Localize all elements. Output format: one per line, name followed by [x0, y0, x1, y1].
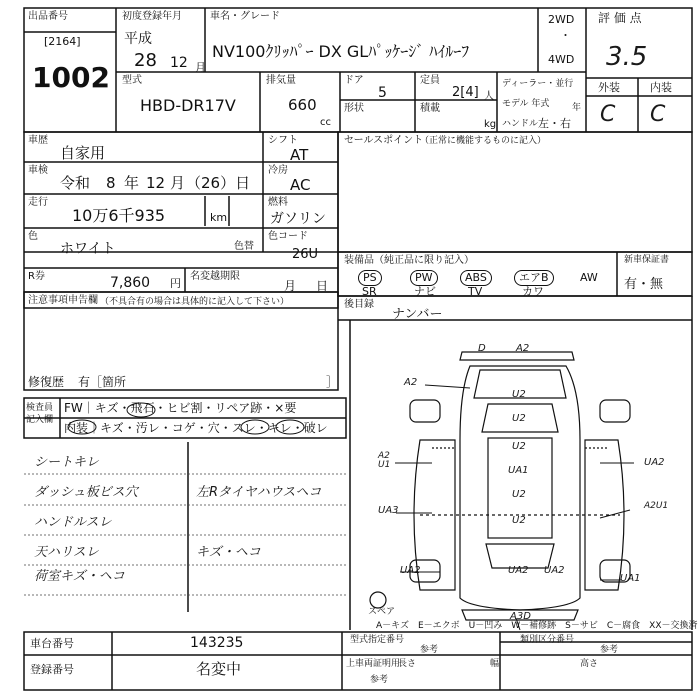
- equip-ps: PS: [358, 270, 382, 286]
- diag-label: UA2: [400, 565, 421, 576]
- ac: AC: [290, 176, 311, 194]
- repair-label: 修復歴: [28, 375, 65, 389]
- inspection-year-kanji: 年: [124, 174, 140, 192]
- color-code-label: 色コード: [268, 231, 308, 242]
- kg-unit: kg: [484, 119, 497, 130]
- footer-ref3: 参考: [370, 675, 389, 685]
- diag-label: A3D: [510, 611, 531, 622]
- diag-label: UA2: [544, 565, 565, 576]
- color-code: 26U: [292, 247, 319, 262]
- repair-close: ］: [326, 375, 339, 389]
- car-diagram: [370, 352, 630, 620]
- cc-unit: cc: [320, 117, 331, 128]
- equip-pw: PW: [410, 270, 438, 286]
- diag-label: A2 U1: [378, 451, 391, 470]
- drive-dot: ・: [560, 29, 571, 42]
- handle-label: ハンドル: [502, 119, 539, 129]
- footer-ref2: 参考: [600, 645, 619, 655]
- fuel-label: 燃料: [268, 197, 288, 208]
- inspection-month: 12: [146, 174, 166, 192]
- displacement-label: 排気量: [266, 75, 296, 86]
- name-change-month: 月: [284, 279, 297, 293]
- sales-point-sub: （正常に機能するものに記入）: [420, 136, 547, 146]
- chassis-label: 車台番号: [30, 637, 74, 650]
- remark-3: ハンドルスレ: [34, 515, 112, 530]
- diag-label: UA1: [508, 465, 529, 476]
- fuel: ガソリン: [270, 211, 326, 227]
- lot-label: 出品番号: [28, 11, 68, 22]
- remark-right-1: 左Rタイヤハウスヘコ: [196, 485, 322, 500]
- inspection-year: 8: [106, 174, 116, 192]
- era: 平成: [124, 31, 152, 47]
- diag-label: A2: [404, 377, 418, 388]
- inspector-label: 検査員 記入欄: [26, 403, 54, 425]
- first-reg-month-unit: 月: [195, 61, 206, 74]
- name-grade-label: 車名・グレード: [210, 11, 280, 22]
- int-items: 内装｜キズ・汚レ・コゲ・穴・スレ・キレ・破レ: [64, 421, 328, 435]
- repair: 有［箇所: [78, 375, 127, 389]
- model: HBD-DR17V: [140, 96, 236, 115]
- doors-label: ドア: [344, 75, 364, 86]
- shape-label: 形状: [344, 103, 364, 114]
- name-change-day: 日: [316, 279, 329, 293]
- equip-leather: カワ: [522, 285, 544, 298]
- mileage-label: 走行: [28, 197, 48, 208]
- spare-label: スペア: [368, 607, 396, 617]
- footer-ref1: 参考: [420, 645, 439, 655]
- footer-cert: 上車両証明用: [346, 659, 401, 669]
- score: 3.5: [606, 42, 648, 72]
- name-change-label: 名変越期限: [190, 271, 240, 282]
- equip-abs: ABS: [460, 270, 492, 286]
- equipment-label: 装備品（純正品に限り記入）: [344, 255, 474, 266]
- model-year-label: モデル 年式: [502, 99, 550, 109]
- footer-width: 幅: [490, 659, 500, 669]
- diag-label: U2: [512, 515, 526, 526]
- diag-label: U2: [512, 413, 526, 424]
- diag-label: U2: [512, 389, 526, 400]
- lot-number: 1002: [32, 61, 110, 94]
- score-label: 評 価 点: [598, 11, 642, 25]
- equip-sr: SR: [362, 285, 377, 298]
- ac-label: 冷房: [268, 165, 288, 176]
- diag-label: UA1: [620, 573, 641, 584]
- remark-1: シートキレ: [34, 455, 99, 470]
- interior-label: 内装: [650, 81, 672, 94]
- color-label: 色: [28, 231, 38, 242]
- equip-tv: TV: [468, 285, 483, 298]
- yen-unit: 円: [170, 277, 181, 290]
- inspection-era: 令和: [60, 174, 91, 192]
- handle: 左・右: [538, 117, 571, 130]
- diag-label: UA2: [508, 565, 529, 576]
- recycle-label: R券: [28, 271, 45, 282]
- color: ホワイト: [60, 241, 116, 257]
- capacity: 2[4]: [452, 85, 479, 100]
- first-reg-label: 初度登録年月: [122, 11, 182, 22]
- sales-point-label: セールスポイント: [344, 135, 424, 146]
- remark-2: ダッシュ板ビス穴: [34, 485, 138, 500]
- shift-label: シフト: [268, 135, 298, 146]
- diag-label: D: [478, 343, 486, 354]
- footer-height: 高さ: [580, 659, 599, 669]
- equip-airbag: エアB: [514, 270, 554, 286]
- capacity-label: 定員: [420, 75, 440, 86]
- interior-grade: C: [650, 102, 666, 127]
- recycle: 7,860: [110, 275, 151, 291]
- km-unit: km: [210, 211, 228, 224]
- equip-navi: ナビ: [414, 285, 436, 298]
- chassis-number: 143235: [190, 635, 244, 651]
- drive-2wd: 2WD: [548, 13, 575, 26]
- ext-items: FW｜キズ・飛石・ヒビ割・リペア跡・×要: [64, 401, 297, 415]
- rear-seat-label: 後目録: [344, 299, 374, 310]
- new-car-warranty-label: 新車保証書: [624, 255, 670, 265]
- lot-sub: [2164]: [44, 35, 81, 48]
- inspection-label: 車検: [28, 165, 48, 176]
- first-reg-year: 28: [134, 50, 157, 71]
- load-label: 積載: [420, 103, 440, 114]
- plate: ナンバー: [392, 307, 443, 322]
- usage: 自家用: [60, 144, 106, 162]
- model-label: 型式: [122, 75, 142, 86]
- reg-number: 名変中: [196, 660, 242, 678]
- drive-4wd: 4WD: [548, 53, 575, 66]
- first-reg-month: 12: [170, 55, 188, 71]
- car-name: NV100ｸﾘｯﾊﾟｰ DX GLﾊﾟｯｹｰｼﾞ ﾊｲﾙｰﾌ: [212, 42, 470, 61]
- notes-sub: （不具合有の場合は具体的に記入して下さい）: [100, 297, 290, 307]
- notes-label: 注意事項申告欄: [28, 295, 98, 306]
- footer-length: 長さ: [398, 659, 417, 669]
- exterior-label: 外装: [598, 81, 620, 94]
- warranty: 有・無: [624, 277, 664, 292]
- diag-label: A2U1: [644, 501, 669, 511]
- inspection-day: （26）日: [186, 174, 251, 192]
- remark-right-2: キズ・ヘコ: [196, 545, 261, 560]
- remark-4: 天ハリスレ: [34, 545, 99, 560]
- diag-label: U2: [512, 441, 526, 452]
- usage-label: 車歴: [28, 135, 48, 146]
- doors: 5: [378, 85, 387, 101]
- reg-label: 登録番号: [30, 663, 74, 676]
- exterior-grade: C: [600, 102, 616, 127]
- equip-aw: AW: [580, 271, 598, 284]
- year-unit: 年: [572, 103, 582, 113]
- footer-class: 類別区分番号: [520, 635, 575, 645]
- person-unit: 人: [484, 91, 494, 102]
- inspection-month-kanji: 月: [170, 174, 186, 192]
- color-no-label: 色替: [234, 241, 254, 252]
- diag-label: UA3: [378, 505, 399, 516]
- diag-label: UA2: [644, 457, 665, 468]
- mileage: 10万6千935: [72, 206, 166, 225]
- footer-type-spec: 型式指定番号: [350, 635, 405, 645]
- shift: AT: [290, 146, 309, 164]
- displacement: 660: [288, 96, 317, 114]
- damage-legend: A－キズ E－エクボ U－凹み W－補修跡 S－サビ C－腐食 XX－交換済: [376, 621, 698, 631]
- diag-label: A2: [516, 343, 530, 354]
- remark-5: 荷室キズ・ヘコ: [34, 569, 125, 584]
- diag-label: U2: [512, 489, 526, 500]
- dealer-label: ディーラー・並行: [502, 79, 574, 89]
